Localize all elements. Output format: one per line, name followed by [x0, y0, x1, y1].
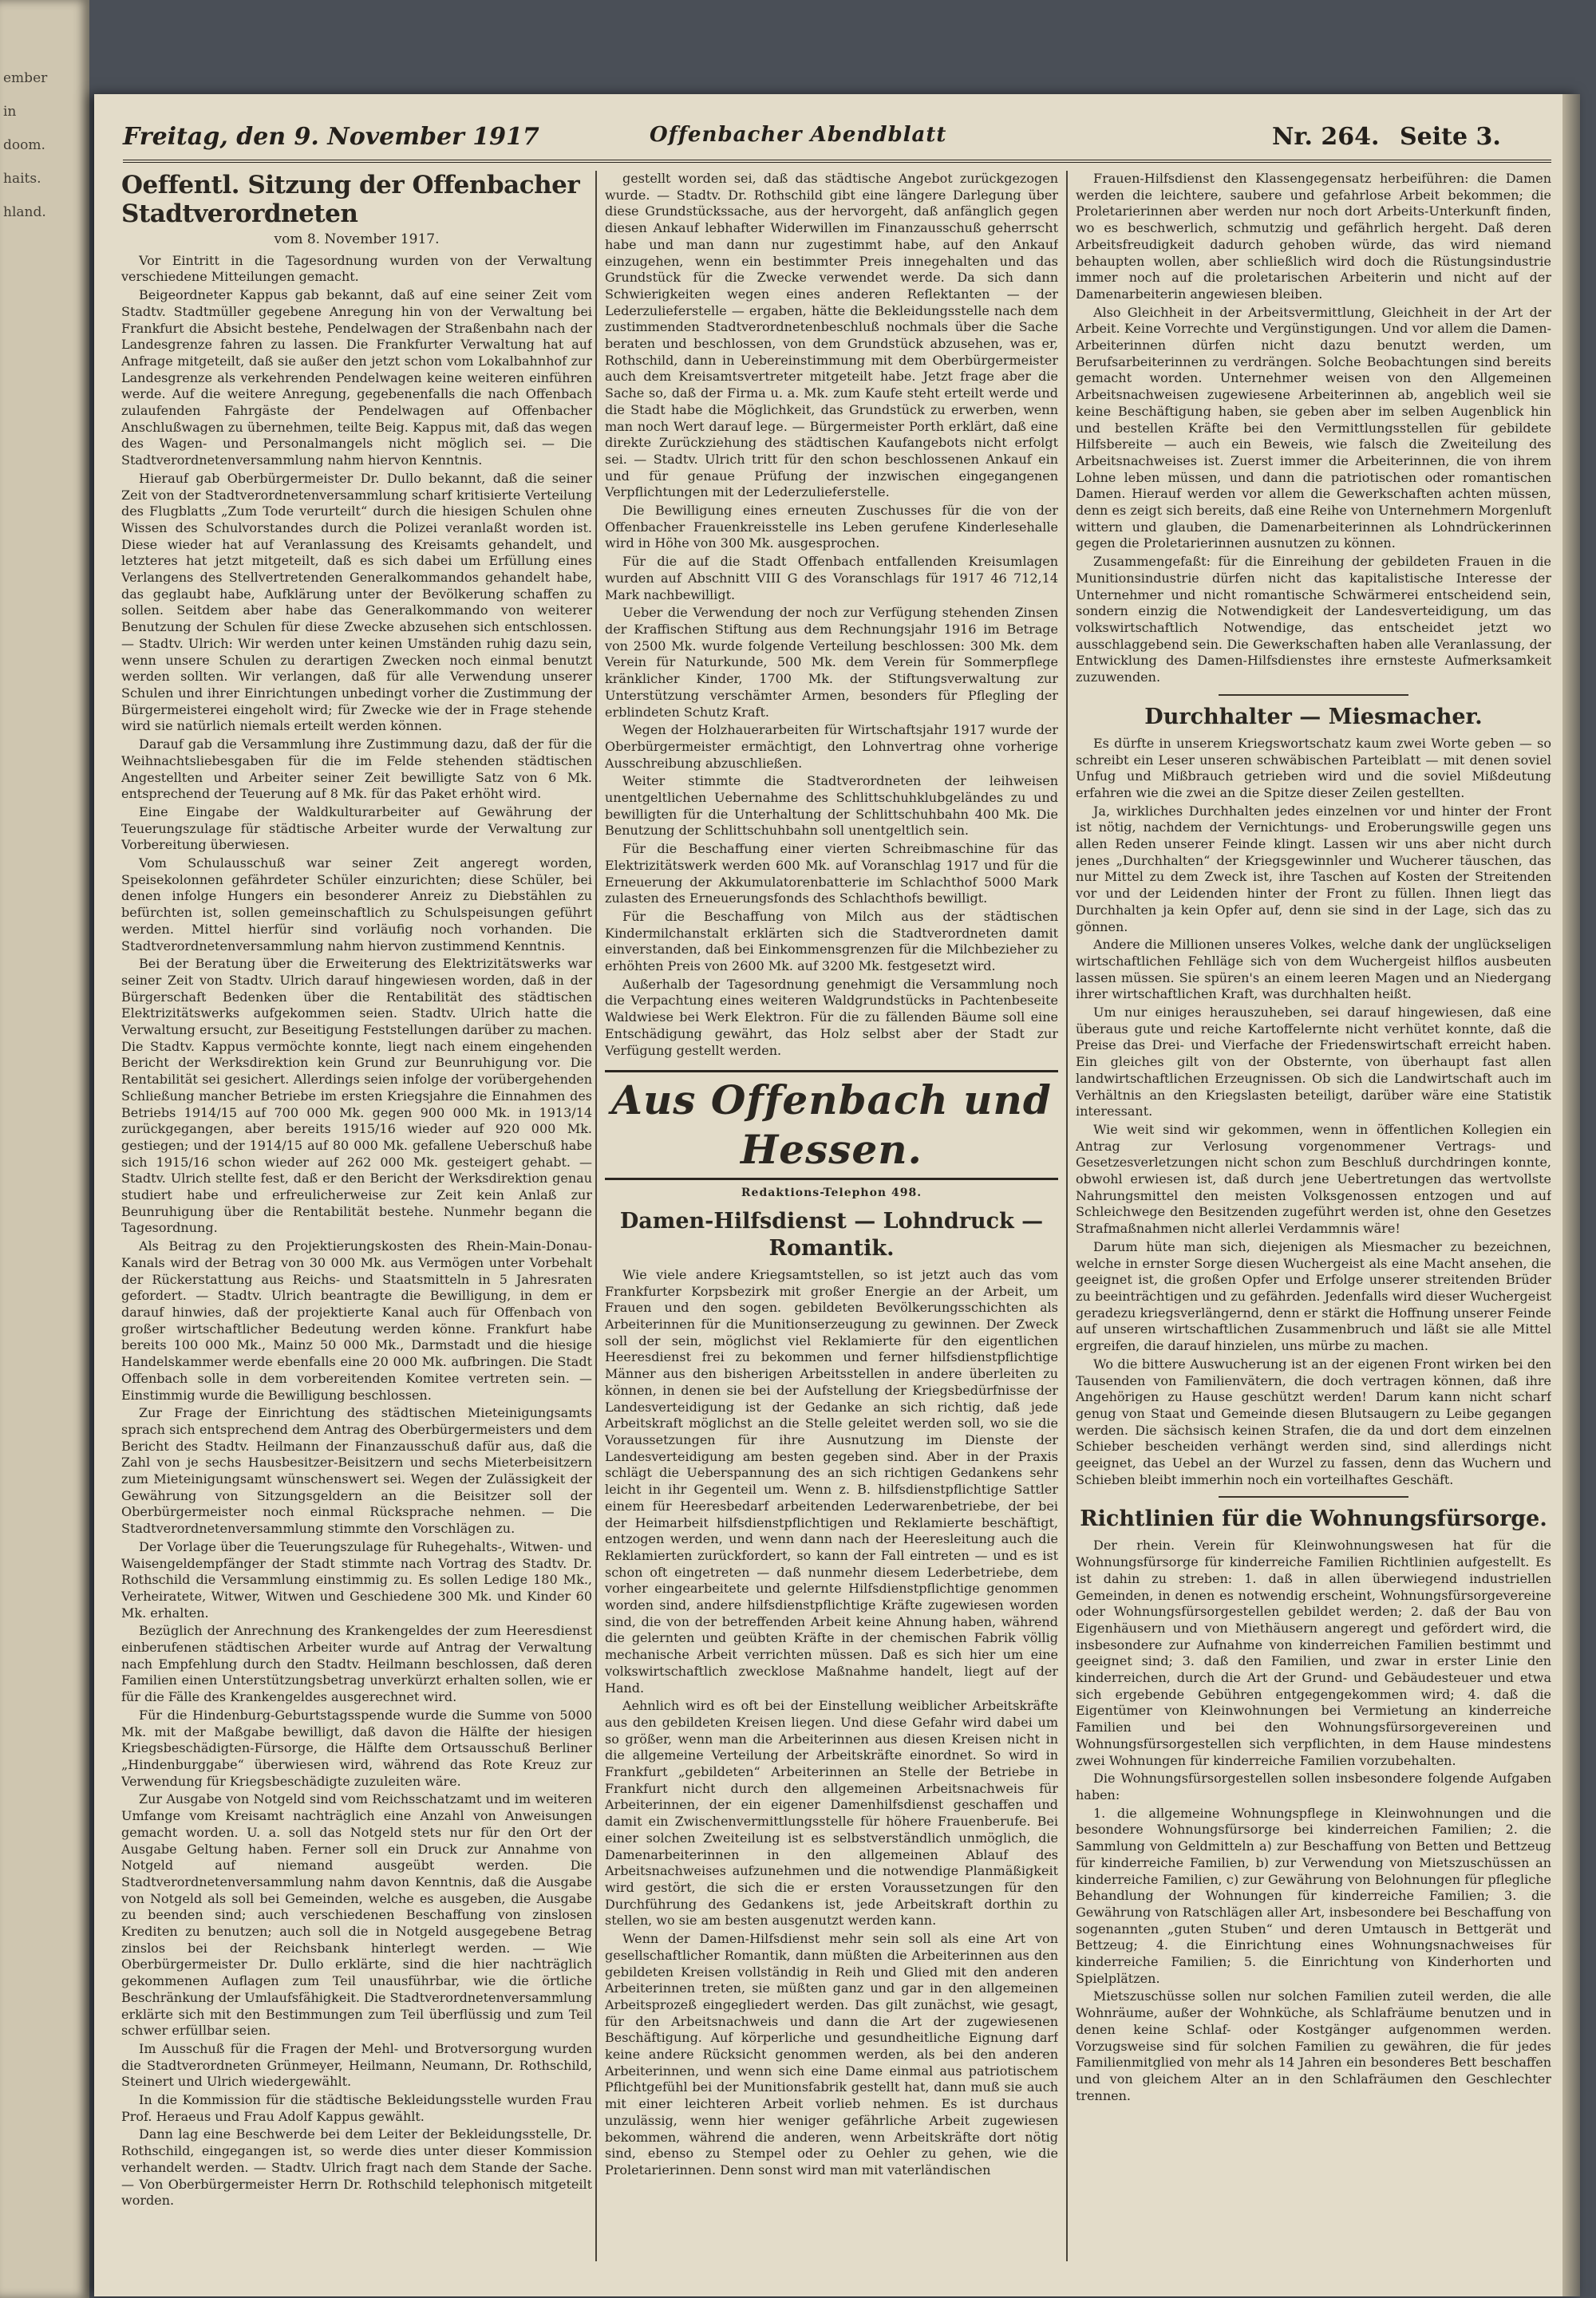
paragraph: Für die Beschaffung von Milch aus der städtischen Kindermilchanstalt erklärten sich die Stadtverordneten damit einverstanden, daß bei Einkommensgrenzen für die Milchbezieher zu erhöhten Preis von 2600 Mk. auf 3200 Mk. festgesetzt wird.: [605, 908, 1058, 974]
paragraph: Außerhalb der Tagesordnung genehmigt die Versammlung noch die Verpachtung eines weiteren Waldgrundstücks in Pachtenbeseite Waldwiese bei Werk Elektron. Für die zu fällenden Bäume soll eine Entschädigung gewährt, das Holz selbst aber der Stadt zur Verfügung gestellt werden.: [605, 976, 1058, 1058]
paragraph: Die Bewilligung eines erneuten Zuschusses für die von der Offenbacher Frauenkreisstelle ins Leben gerufene Kinderlesehalle wird in Höhe von 300 Mk. ausgesprochen.: [605, 503, 1058, 551]
paragraph: Der Vorlage über die Teuerungszulage für Ruhegehalts-, Witwen- und Waisengeldempfänger der Stadt stimmte nach Vortrag des Stadtv. Dr. Rothschild die Versammlung einstimmig zu. Es sollen Ledige 180 Mk., Verheiratete, Witwer, Witwen und Geschiedene 300 Mk. und Kinder 60 Mk. erhalten.: [121, 1538, 592, 1621]
paragraph: Zur Frage der Einrichtung des städtischen Mieteinigungsamts sprach sich entsprechend dem Antrag des Oberbürgermeisters und dem Bericht des Stadtv. Heilmann der Finanzausschuß dafür aus, daß die Zahl von je sechs Hausbesitzer-Beisitzern und sechs Mieterbeisitzern zum Mieteinigungsamt wünschenswert sei. Wegen der Zulässigkeit der Gewährung von Sitzungsgeldern an die Beisitzer soll der Oberbürgermeister noch einmal Rücksprache nehmen. — Die Stadtverordnetenversammlung stimmte den Vorschlägen zu.: [121, 1405, 592, 1537]
masthead: [123, 118, 1551, 163]
article-separator: [1219, 1496, 1408, 1498]
paragraph: Als Beitrag zu den Projektierungskosten des Rhein-Main-Donau-Kanals wird der Betrag von 30 000 Mk. aus Vermögen unter Vorbehalt der Rückerstattung aus Reichs- und Staatsmitteln in 5 Jahresraten gefordert. — Stadtv. Ulrich beantragte die Bewilligung, in dem er darauf hinwies, daß der projektierte Kanal auch für Offenbach von großer wirtschaftlicher Bedeutung werden könne. Frankfurt habe bereits 100 000 Mk., Mainz 50 000 Mk., Darmstadt und die hiesige Handelskammer werde ebenfalls eine 20 000 Mk. aufbringen. Die Stadt Offenbach solle in dem vorbereitenden Komitee vertreten sein. — Einstimmig wurde die Bewilligung beschlossen.: [121, 1238, 592, 1403]
paragraph: Hierauf gab Oberbürgermeister Dr. Dullo bekannt, daß die seiner Zeit von der Stadtverordnetenversammlung scharf kritisierte Verteilung des Flugblatts „Zum Tode verurteilt“ durch die hiesigen Schulen ohne Wissen des Schulvorstandes durch die Polizei veranlaßt worden ist. Diese wieder hat auf Veranlassung des Kreisamts gehandelt, und letzteres hat jetzt mitgeteilt, daß es sich dabei um Erfüllung eines Verlangens des Stellvertretenden Generalkommandos gehandelt habe, das geglaubt habe, Aufklärung unter der Bevölkerung schaffen zu sollen. Seitdem aber habe das Generalkommando von weiterer Benutzung der Schulen für diese Zwecke abzusehen sich entschlossen. — Stadtv. Ulrich: Wir werden unter keinen Umständen ruhig dazu sein, wenn unsere Schulen zu derartigen Zwecken noch einmal benutzt werden sollten. Wir verlangen, daß für alle Verwendung unserer Schulen und ihrer Einrichtungen unbedingt vorher die Zustimmung der Bürgermeisterei eingeholt wird; für Zwecke wie der in Frage stehende wird sie natürlich niemals erteilt werden können.: [121, 470, 592, 734]
paragraph: Mietszuschüsse sollen nur solchen Familien zuteil werden, die alle Wohnräume, außer der Wohnküche, als Schlafräume benutzen und in denen keine Schlaf- oder Kostgänger aufgenommen werden. Vorzugsweise sind für solchen Familien zu gewähren, die für jedes Familienmitglied von mehr als 14 Jahren ein besonderes Bett beschaffen und von gleichem Alter an in den Schlafräumen den Geschlechter trennen.: [1076, 1988, 1551, 2103]
paragraph: Aehnlich wird es oft bei der Einstellung weiblicher Arbeitskräfte aus den gebildeten Kreisen liegen. Und diese Gefahr wird dabei um so größer, wenn man die Arbeiterinnen aus diesen Kreisen nicht in die allgemeine Verteilung der Arbeitskräfte einordnet. So wird in Frankfurt „gebildeten“ Arbeiterinnen an Stelle der Betriebe in Frankfurt nicht durch den allgemeinen Arbeitsnachweis für Arbeiterinnen, der ein eigener Damenhilfsdienst geschaffen und damit ein Zwischenvermittlungsstelle für höhere Frauenberufe. Bei einer solchen Zweiteilung ist es selbstverständlich unmöglich, die Damenarbeiterinnen in den allgemeinen Ablauf des Arbeitsnachweises aufzunehmen und die notwendige Planmäßigkeit wird gestört, die sich die er ersten Voraussetzungen für den Durchführung des Gedankens ist, jede Arbeitskraft dorthin zu stellen, wo sie am besten ausgenutzt werden kann.: [605, 1698, 1058, 1929]
page-edge: [1562, 94, 1580, 2296]
paragraph: gestellt worden sei, daß das städtische Angebot zurückgezogen wurde. — Stadtv. Dr. Rothschild gibt eine längere Darlegung über diese Grundstückssache, aus der hervorgeht, daß anfänglich gegen diesen Ankauf lebhafter Widerwillen im Finanzausschuß geherrscht habe und man dann nur zugestimmt habe, auf den Ankauf einzugehen, wenn ein bestimmter Preis innegehalten und das Grundstück für die Zwecke verwendet werde. Da sich dann Schwierigkeiten wegen eines anderen Reflektanten — der Lederzulieferstelle — ergaben, hätte die Bekleidungsstelle nach dem zustimmenden Stadtverordnetenbeschluß nochmals über die Sache beraten und beschlossen, von dem Grundstück abzusehen, was er, Rothschild, dann in Uebereinstimmung mit dem Oberbürgermeister auch dem Kreisamtsvertreter mitgeteilt habe. Jetzt frage aber die Sache so, daß der Firma u. a. Mk. zum Kaufe steht erteilt werde und die Stadt habe die Möglichkeit, das Grundstück zu erwerben, wenn man noch Wert darauf lege. — Bürgermeister Porth erklärt, daß eine direkte Zurückziehung des städtischen Kaufangebots nicht erfolgt sei. — Stadtv. Ulrich tritt für den schon beschlossenen Ankauf ein und für genaue Prüfung der inzwischen eingegangenen Verpflichtungen mit der Lederzulieferstelle.: [605, 171, 1058, 500]
paragraph: Beigeordneter Kappus gab bekannt, daß auf eine seiner Zeit vom Stadtv. Stadtmüller gegebene Anregung hin von der Verwaltung bei Frankfurt die Absicht bestehe, Pendelwagen der Straßenbahn nach der Landesgrenze fahren zu lassen. Die Frankfurter Verwaltung hat auf Anfrage mitgeteilt, daß sie außer den jetzt schon vom Lokalbahnhof zur Landesgrenze als verkehrenden Pendelwagen keine weiteren einführen werde. Auf die weitere Anregung, gegebenenfalls die nach Offenbach zulaufenden Fahrgäste der Pendelwagen auf Offenbacher Anschlußwagen zu übernehmen, teilte Beig. Kappus mit, daß das wegen des Wagen- und Personalmangels nicht möglich sei. — Die Stadtverordnetenversammlung nahm hiervon Kenntnis.: [121, 287, 592, 468]
paragraph: Vor Eintritt in die Tagesordnung wurden von der Verwaltung verschiedene Mitteilungen gemacht.: [121, 252, 592, 285]
paragraph: 1. die allgemeine Wohnungspflege in Kleinwohnungen und die besondere Wohnungsfürsorge bei kinderreichen Familien; 2. die Sammlung von Geldmitteln a) zur Beschaffung von Betten und Bettzeug für kinderreiche Familien, b) zur Verwendung von Mietszuschüssen an kinderreiche Familien, c) zur Gewährung von Belohnungen für pflegliche Behandlung der Wohnungen für kinderreiche Familien; 3. die Gewährung von Ratschlägen aller Art, insbesondere bei Beschaffung von sogenannten „guten Stuben“ und deren Umtausch in Bettgerät und Bettzeug; 4. die Einrichtung eines Wohnungsnachweises für kinderreiche Familien; 5. die Einrichtung von Kinderhorten und Spielplätzen.: [1076, 1805, 1551, 1986]
paragraph: Vom Schulausschuß war seiner Zeit angeregt worden, Speisekolonnen gefährdeter Schüler einzurichten; diese Schüler, bei denen infolge Hungers ein besonderer Anreiz zu Diebstählen zu befürchten ist, sollen gemeinschaftlich zu Schulspeisungen geführt werden. Mittel hierfür sind vorläufig noch vorhanden. Die Stadtverordnetenversammlung nahm hiervon zustimmend Kenntnis.: [121, 855, 592, 954]
article-body: [1076, 1538, 1551, 2104]
paragraph: Im Ausschuß für die Fragen der Mehl- und Brotversorgung wurden die Stadtverordneten Grünmeyer, Heilmann, Neumann, Dr. Rothschild, Steinert und Ulrich wiedergewählt.: [121, 2040, 592, 2090]
paragraph: Für die Beschaffung einer vierten Schreibmaschine für das Elektrizitätswerk werden 600 Mk. auf Voranschlag 1917 und für die Erneuerung der Akkumulatorenbatterie im Schlachthof 5000 Mark zulasten des Erneuerungsfonds des Schlachthofs bewilligt.: [605, 841, 1058, 906]
paragraph: Darum hüte man sich, diejenigen als Miesmacher zu bezeichnen, welche in ernster Sorge diesen Wuchergeist als eine Macht ansehen, die geeignet ist, die großen Opfer und Erfolge unserer streitenden Brüder zu beeinträchtigen und zu gefährden. Jedenfalls wird dieser Wuchergeist geradezu kriegsverlängernd, denn er stärkt die Hoffnung unserer Feinde auf unseren wirtschaftlichen Zusammenbruch und läßt sie alle Mittel ergreifen, die darauf hinzielen, uns mürbe zu machen.: [1076, 1238, 1551, 1354]
article-body: [1076, 736, 1551, 1489]
article-title: Richtlinien für die Wohnungsfürsorge.: [1080, 1506, 1547, 1532]
paragraph: Zur Ausgabe von Notgeld sind vom Reichsschatzamt und im weiteren Umfange vom Kreisamt nachträglich eine Anzahl von Anweisungen gemacht worden. U. a. soll das Notgeld stets nur für den Ort der Ausgabe Geltung haben. Ferner soll ein Druck zur Annahme von Notgeld auf niemand ausgeübt werden. Die Stadtverordnetenversammlung nahm davon Kenntnis, daß die Ausgabe von Notgeld als soll bei Gemeinden, welche es ausgeben, die Ausgabe zu beenden sind; auch verschiedenen Beschaffung von zinslosen Krediten zu benutzen; auch soll die in Notgeld ausgegebene Betrag zinslos bei der Reichsbank hinterlegt werden. — Wie Oberbürgermeister Dr. Dullo erklärte, sind die hier nachträglich gekommenen Auflagen zum Teil unausführbar, wie die örtliche Beschränkung der Umlaufsfähigkeit. Die Stadtverordnetenversammlung erklärte sich mit den Bestimmungen zum Teil überflüssig und zum Teil schwer erfüllbar seien.: [121, 1791, 592, 2039]
paragraph: Um nur einiges herauszuheben, sei darauf hingewiesen, daß eine überaus gute und reiche Kartoffelernte nicht verhütet konnte, daß die Preise das Drei- und Vierfache der Friedenswirtschaft erreicht haben. Ein gleiches gilt von der Obsternte, von überhaupt fast allen landwirtschaftlichen Erzeugnissen. Ob sich die Landwirtschaft auch im Verhältnis an den Kriegslasten beteiligt, darüber wäre eine Statistik interessant.: [1076, 1005, 1551, 1119]
issue-date: Freitag, den 9. November 1917: [123, 123, 539, 151]
article-title: Durchhalter — Miesmacher.: [1144, 704, 1483, 729]
editorial-telephone: Redaktions-Telephon 498.: [741, 1187, 922, 1200]
paragraph: Ja, wirkliches Durchhalten jedes einzelnen vor und hinter der Front ist nötig, nachdem der Vernichtungs- und Eroberungswille gegen uns allen Reden unserer Feinde klingt. Lassen wir uns aber nicht durch jenes „Durchhalten“ der Kriegsgewinnler und Wucherer täuschen, das nur Mittel zu dem Zweck ist, ihre Taschen auf Kosten der Streitenden vor und der Leidenden hinter der Front zu füllen. Ihnen liegt das Durchhalten ja kein Opfer auf, denn sie sind in der Lage, sich das zu gönnen.: [1076, 803, 1551, 934]
paper-title: Offenbacher Abendblatt: [650, 123, 947, 147]
paragraph: Frauen-Hilfsdienst den Klassengegensatz herbeiführen: die Damen werden die leichtere, saubere und gefahrlose Arbeit bekommen; die Proletarierinnen aber werden nur noch dort Arbeits-Unterkunft finden, wo es beschwerlich, schmutzig und gefährlich hergeht. Daß deren Arbeitsfreudigkeit dadurch gehoben würde, das wird niemand behaupten wollen, aber schließlich wird doch die Rüstungsindustrie immer noch auf die proletarischen Arbeiterin und nicht auf der Damenarbeiterin angewiesen bleiben.: [1076, 171, 1551, 302]
paragraph: Bezüglich der Anrechnung des Krankengeldes der zum Heeresdienst einberufenen städtischen Arbeiter wurde auf Antrag der Verwaltung nach Empfehlung durch den Stadtv. Heilmann beschlossen, daß deren Familien einen Unterstützungsbetrag unverkürzt erhalten sollen, wie er für die Fälle des Krankengeldes ausgerechnet wird.: [121, 1623, 592, 1705]
article-title: Damen-Hilfsdienst — Lohndruck — Romantik.: [619, 1208, 1044, 1261]
paragraph: Wo die bittere Auswucherung ist an der eigenen Front wirken bei den Tausenden von Familienvätern, die doch vertragen können, daß ihre Angehörigen zu Hause geschützt werden! Darum kann nicht scharf genug von Staat und Gemeinde diesen Blutsaugern zu Leibe gegangen werden. Die sächsisch keinen Strafen, die da und dort dem einzelnen Schieber bescheiden verhängt werden sind, sind allerdings nicht geeignet, das Uebel an der Wurzel zu fassen, denn das Wuchern und Schieben bleibt immerhin noch ein vorteilhaftes Geschäft.: [1076, 1356, 1551, 1487]
paragraph: Dann lag eine Beschwerde bei dem Leiter der Bekleidungsstelle, Dr. Rothschild, eingegangen ist, so werde dies unter dieser Kommission verhandelt werden. — Stadtv. Ulrich fragt nach dem Stande der Sache. — Von Oberbürgermeister Herrn Dr. Rothschild telephonisch mitgeteilt worden.: [121, 2126, 592, 2209]
paragraph: Weiter stimmte die Stadtverordneten der leihweisen unentgeltlichen Uebernahme des Schlittschuhklubgeländes zu und bewilligten für die Unterhaltung der Schlittschuhbahn 400 Mk. Die Benutzung der Schlittschuhbahn soll unentgeltlich sein.: [605, 773, 1058, 839]
paragraph: Es dürfte in unserem Kriegswortschatz kaum zwei Worte geben — so schreibt ein Leser unseren schwäbischen Parteiblatt — mit denen soviel Unfug und Mißbrauch getrieben wird und die soviel Mißdeutung erfahren wie die zwei an die Spitze dieser Zeilen gestellten.: [1076, 735, 1551, 800]
section-heading: Aus Offenbach und Hessen.: [605, 1070, 1058, 1180]
paragraph: Wenn der Damen-Hilfsdienst mehr sein soll als eine Art von gesellschaftlicher Romantik, dann müßten die Arbeiterinnen aus den gebildeten Kreisen vollständig in Reih und Glied mit den anderen Arbeiterinnen treten, sie müßten ganz und gar in den allgemeinen Arbeitsprozeß eingegliedert werden. Das gilt zunächst, wie gesagt, für den Arbeitsnachweis und dann die Art der zugewiesenen Beschäftigung. Auf körperliche und gesundheitliche Eignung darf keine andere Rücksicht genommen werden, als bei den anderen Arbeiterinnen, und wenn sich eine Dame einmal aus patriotischem Pflichtgefühl bei der Munitionsfabrik gestellt hat, dann muß sie auch mit einer leichteren Arbeit vorlieb nehmen. Es ist durchaus unzulässig, wenn hier weniger gefährliche Arbeit zugewiesen bekommen, während die anderen, wenn Arbeitskräfte dort nötig sind, ebenso zu Stempel oder zu Oehler zu gehen, wie die Proletarierinnen. Denn sonst wird man mit vaterländischen: [605, 1931, 1058, 2178]
article-headline: Oeffentl. Sitzung der Offenbacher Stadtverordneten: [121, 171, 580, 228]
paragraph: Für die Hindenburg-Geburtstagsspende wurde die Summe von 5000 Mk. mit der Maßgabe bewilligt, daß davon die Hälfte der hiesigen Kriegsbeschädigten-Fürsorge, die Hälfte dem Ortsausschuß Berliner „Hindenburggabe“ überwiesen wird, während das Rote Kreuz zur Verwendung für Kriegsbeschädigte zuzuleiten wäre.: [121, 1707, 592, 1789]
paragraph: In die Kommission für die städtische Bekleidungsstelle wurden Frau Prof. Heraeus und Frau Adolf Kappus gewählt.: [121, 2092, 592, 2124]
paragraph: Der rhein. Verein für Kleinwohnungswesen hat für die Wohnungsfürsorge für kinderreiche Familien Richtlinien aufgestellt. Es ist dahin zu streben: 1. daß in allen überwiegend industriellen Gemeinden, in denen es notwendig erscheint, Wohnungsfürsorgevereine oder Wohnungsfürsorgestellen gebildet werden; 2. daß der Bau von Eigenhäusern und von Miethäusern angeregt und gefördert wird, die insbesondere zur Aufnahme von kinderreichen Familien bestimmt und geeignet sind; 3. daß den Familien, und zwar in erster Linie den kinderreichen, durch die Art der Grund- und Gebäudesteuer und etwa sich ergebende Gebühren entgegengekommen wird; 4. daß die Eigentümer von Kleinwohnungen bei Vermietung an kinderreiche Familien und bei den Wohnungsfürsorgevereinen und Wohnungsfürsorgestellen sich verpflichten, in dem Hause mindestens zwei Wohnungen für kinderreiche Familien vorzubehalten.: [1076, 1538, 1551, 1768]
paragraph: Also Gleichheit in der Arbeitsvermittlung, Gleichheit in der Art der Arbeit. Keine Vorrechte und Vergünstigungen. Und vor allem die Damen-Arbeiterinnen dürfen nicht dazu benutzt werden, um Berufsarbeiterinnen zu verdrängen. Solche Beobachtungen sind bereits gemacht worden. Unternehmer weisen von den Allgemeinen Arbeitsnachweisen zugewiesene Arbeiterinnen ab, angeblich weil sie keine Beschäftigung haben, sie geben aber im selben Augenblick hin und bestellen Kräfte bei den Vermittlungsstellen für gebildete Hilfsbereite — auch ein Beweis, wie falsch die Zweiteilung des Arbeitsnachweises ist. Zuerst immer die Arbeiterinnen, die von ihrem Lohne leben müssen, und dann die patriotischen oder romantischen Damen. Hierauf werden vor allem die Gewerkschaften achten müssen, denn es zeigt sich bereits, daß eine Reihe von Unternehmern Morgenluft wittern und glauben, die Damenarbeiterinnen als Lohndrückerinnen gegen die Proletarierinnen ausnutzen zu können.: [1076, 304, 1551, 551]
paragraph: Andere die Millionen unseres Volkes, welche dank der unglückseligen wirtschaftlichen Fehlläge sich von dem Wuchergeist hilflos ausbeuten lassen müssen. Sie spüren's an einem leeren Magen und an Niedergang ihrer wirtschaftlichen Kraft, was durchhalten heißt.: [1076, 937, 1551, 1002]
paragraph: Zusammengefaßt: für die Einreihung der gebildeten Frauen in die Munitionsindustrie dürfen nicht das kapitalistische Interesse der Unternehmer und nicht romantische Schwärmerei entscheidend sein, sondern einzig die Notwendigkeit der Landesverteidigung, um das volkswirtschaftlich Notwendige, das entscheidet jetzt wo ausschlaggebend sein. Die Gewerkschaften haben alle Veranlassung, der Entwicklung des Damen-Hilfsdienstes ihre ernsteste Aufmerksamkeit zuzuwenden.: [1076, 554, 1551, 685]
paragraph: Eine Eingabe der Waldkulturarbeiter auf Gewährung der Teuerungszulage für städtische Arbeiter wurde der Verwaltung zur Vorbereitung überwiesen.: [121, 804, 592, 853]
column-2: [605, 171, 1058, 2261]
paragraph: Wie weit sind wir gekommen, wenn in öffentlichen Kollegien ein Antrag zur Verlosung vorgenommener Vertrags- und Gesetzesverletzungen nicht schon zum Beschluß durchdringen konnte, obwohl erwiesen ist, daß durch jene Uebertretungen das wertvollste Nahrungsmittel den meisten Volksgenossen entzogen und auf Schleichwege den Besitzenden zugeführt werden ist, ohne den Gesetzes Strafmaßnahmen nicht allerlei Verdammnis wäre!: [1076, 1121, 1551, 1237]
article-dateline: vom 8. November 1917.: [274, 231, 440, 247]
paragraph: Wie viele andere Kriegsamtstellen, so ist jetzt auch das vom Frankfurter Korpsbezirk mit großer Energie an der Arbeit, um Frauen und den sogen. gebildeten Bevölkerungsschichten als Arbeiterinnen für die Munitionserzeugung zu gewinnen. Der Zweck soll der sein, möglichst viel Reklamierte für den eigentlichen Heeresdienst frei zu bekommen und ferner hilfsdienstpflichtige Männer aus den bisherigen Arbeitsstellen in andere überleiten zu können, in denen sie bei der Aufstellung der Kriegsbedürfnisse der Landesverteidigung ist der Gedanke an sich richtig, daß jede Arbeitskraft möglichst an die Stelle geleitet werden soll, wo sie die Voraussetzungen für ihre Ausnutzung im Dienste der Landesverteidigung am besten gegeben sind. Aber in der Praxis schlägt die Ueberspannung des an sich richtigen Gedankens sehr leicht in ihr Gegenteil um. Wenn z. B. hilfsdienstpflichtige Sattler einem für Heeresbedarf arbeitenden Lederwarenbetriebe, der bei der Heimarbeit hilfsdienstpflichtigen und Reklamierte beschäftigt, entzogen werden, und wenn dann nach der Heeresleitung auch die Reklamierten zurückfordert, so kann der Fall eintreten — und es ist schon oft eingetreten — daß nunmehr diesem Lederbetriebe, dem vorher eingearbeitete und gelernte Hilfsdienstpflichtige genommen worden sind, andere hilfsdienstpflichtige Kräfte zugewiesen worden sind, die von der betreffenden Arbeit keine Ahnung haben, während die gelernten und geübten Kräfte in der chemischen Fabrik völlig mechanische Arbeit verrichten müssen. Daß es sich hier um eine volkswirtschaftlich zwecklose Maßnahme handelt, liegt auf der Hand.: [605, 1266, 1058, 1696]
article-separator: [1219, 694, 1408, 696]
column-1: [121, 171, 592, 2261]
paragraph: Wegen der Holzhauerarbeiten für Wirtschaftsjahr 1917 wurde der Oberbürgermeister ermächtigt, den Lohnvertrag ohne vorherige Ausschreibung abzuschließen.: [605, 722, 1058, 771]
column-rule: [595, 171, 597, 2261]
article-body: [121, 253, 592, 2209]
article-body: [605, 1267, 1058, 2179]
column-rule: [1066, 171, 1068, 2261]
newspaper-page: [94, 94, 1580, 2296]
column-3: [1076, 171, 1551, 2261]
previous-page-fragment: ember in doom. haits. hland.: [3, 70, 48, 220]
previous-page-edge: [0, 0, 89, 2298]
paragraph: Für die auf die Stadt Offenbach entfallenden Kreisumlagen wurden auf Abschnitt VIII G des Voranschlags für 1917 46 712,14 Mark nachbewilligt.: [605, 554, 1058, 602]
paragraph: Bei der Beratung über die Erweiterung des Elektrizitätswerks war seiner Zeit von Stadtv. Ulrich darauf hingewiesen worden, daß in der Bürgerschaft Bedenken über die Rentabilität des städtischen Elektrizitätswerks aufgekommen seien. Stadtv. Ulrich hatte die Verwaltung ersucht, zur Beseitigung Feststellungen darüber zu machen. Die Stadtv. Kappus vermöchte konnte, liegt nach einem eingehenden Bericht der Werksdirektion kein Grund zur Beunruhigung vor. Die Rentabilität sei gesichert. Allerdings seien infolge der vorübergehenden Schließung mancher Betriebe im ersten Kriegsjahre die Einnahmen des Betriebs 1914/15 auf 700 000 Mk. gegen 900 000 Mk. in 1913/14 zurückgegangen, aber bereits 1915/16 wieder auf 920 000 Mk. gestiegen; und der 1914/15 auf 80 000 Mk. gefallene Ueberschuß habe sich 1915/16 schon wieder auf 262 000 Mk. gesteigert gehabt. — Stadtv. Ulrich stellte fest, daß er den Bericht der Werksdirektion genau studiert habe und erfreulicherweise zur Zeit kein Anlaß zur Beunruhigung über die Rentabilität bestehe. Nunmehr begann die Tagesordnung.: [121, 956, 592, 1236]
paragraph: Darauf gab die Versammlung ihre Zustimmung dazu, daß der für die Weihnachtsliebesgaben für die im Felde stehenden städtischen Angestellten und Arbeiter seiner Zeit bewilligte Satz von 6 Mk. entsprechend der Teuerung auf 8 Mk. für das Paket erhöht wird.: [121, 736, 592, 802]
page-number: Seite 3.: [1400, 123, 1501, 151]
article-continuation: [605, 171, 1058, 1059]
issue-number: Nr. 264.: [1272, 123, 1380, 151]
paragraph: Die Wohnungsfürsorgestellen sollen insbesondere folgende Aufgaben haben:: [1076, 1771, 1551, 1802]
paragraph: Ueber die Verwendung der noch zur Verfügung stehenden Zinsen der Kraffischen Stiftung aus dem Rechnungsjahr 1916 im Betrage von 2500 Mk. wurde folgende Verteilung beschlossen: 300 Mk. dem Verein für Naturkunde, 500 Mk. dem Verein für Sommerpflege kränklicher Kinder, 1700 Mk. der Stiftungsverwaltung zur Unterstützung verschämter Armen, besonders für Pflegling der erblindeten Schutz Kraft.: [605, 605, 1058, 720]
article-continuation: [1076, 171, 1551, 686]
